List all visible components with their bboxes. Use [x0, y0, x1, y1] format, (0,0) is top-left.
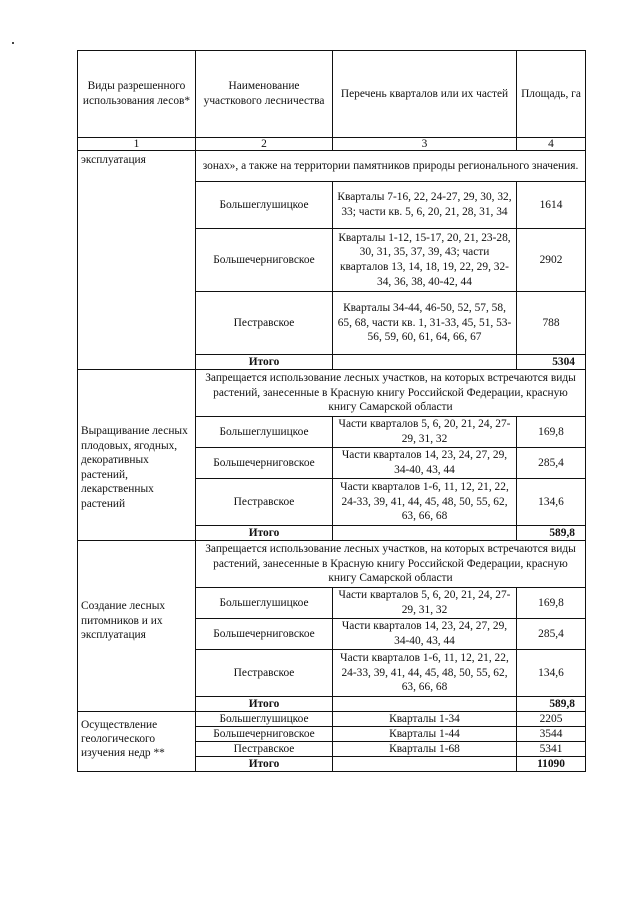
total-value: 11090 — [517, 757, 586, 772]
forestry-name: Пестравское — [196, 650, 333, 697]
column-number-row — [78, 138, 586, 151]
scan-speck — [12, 42, 14, 44]
column-number: 3 — [333, 138, 517, 151]
forestry-name: Большечерниговское — [196, 448, 333, 479]
quarters-list: Части кварталов 14, 23, 24, 27, 29, 34-40, 43, 44 — [333, 619, 517, 650]
header-use-type: Виды разрешенного использования лесов* — [78, 51, 196, 138]
forestry-name: Большеглушицкое — [196, 417, 333, 448]
quarters-list: Кварталы 1-34 — [333, 712, 517, 727]
quarters-list: Кварталы 34-44, 46-50, 52, 57, 58, 65, 68, части кв. 1, 31-33, 45, 51, 53-56, 59, 60, 61, 64, 66, 67 — [333, 292, 517, 355]
total-value: 589,8 — [517, 697, 586, 712]
forestry-name: Пестравское — [196, 479, 333, 526]
quarters-list: Части кварталов 1-6, 11, 12, 21, 22, 24-33, 39, 41, 44, 45, 48, 50, 55, 62, 63, 66, 68 — [333, 479, 517, 526]
forestry-name: Пестравское — [196, 292, 333, 355]
area-value: 134,6 — [517, 650, 586, 697]
area-value: 3544 — [517, 727, 586, 742]
quarters-list: Кварталы 1-12, 15-17, 20, 21, 23-28, 30, 31, 35, 37, 39, 43; части кварталов 13, 14, 18, 19, 22, 29, 32-34, 36, 38, 40-42, 44 — [333, 229, 517, 292]
table-row — [78, 541, 586, 588]
use-type-cell: эксплуатация — [78, 151, 196, 370]
restriction-note: зонах», а также на территории памятников природы регионального значения. — [196, 151, 586, 182]
header-area: Площадь, га — [517, 51, 586, 138]
header-row — [78, 51, 586, 138]
quarters-list: Кварталы 1-44 — [333, 727, 517, 742]
forest-use-table — [77, 50, 586, 772]
forestry-name: Большеглушицкое — [196, 712, 333, 727]
area-value: 2902 — [517, 229, 586, 292]
forestry-name: Большечерниговское — [196, 619, 333, 650]
quarters-list: Кварталы 7-16, 22, 24-27, 29, 30, 32, 33; части кв. 5, 6, 20, 21, 28, 31, 34 — [333, 182, 517, 229]
area-value: 2205 — [517, 712, 586, 727]
empty-cell — [333, 355, 517, 370]
use-type-cell: Выращивание лесных плодовых, ягодных, декоративных растений, лекарственных растений — [78, 370, 196, 541]
empty-cell — [333, 526, 517, 541]
total-label: Итого — [196, 757, 333, 772]
total-label: Итого — [196, 526, 333, 541]
forestry-name: Большеглушицкое — [196, 588, 333, 619]
table-row — [78, 712, 586, 727]
quarters-list: Части кварталов 1-6, 11, 12, 21, 22, 24-33, 39, 41, 44, 45, 48, 50, 55, 62, 63, 66, 68 — [333, 650, 517, 697]
area-value: 285,4 — [517, 448, 586, 479]
total-value: 5304 — [517, 355, 586, 370]
header-quarters: Перечень кварталов или их частей — [333, 51, 517, 138]
area-value: 169,8 — [517, 588, 586, 619]
quarters-list: Части кварталов 14, 23, 24, 27, 29, 34-40, 43, 44 — [333, 448, 517, 479]
column-number: 4 — [517, 138, 586, 151]
header-forestry: Наименование участкового лесничества — [196, 51, 333, 138]
area-value: 134,6 — [517, 479, 586, 526]
area-value: 5341 — [517, 742, 586, 757]
restriction-note: Запрещается использование лесных участков, на которых встречаются виды растений, занесенные в Красную книгу Российской Федерации, красную книгу Самарской области — [196, 370, 586, 417]
restriction-note: Запрещается использование лесных участков, на которых встречаются виды растений, занесенные в Красную книгу Российской Федерации, красную книгу Самарской области — [196, 541, 586, 588]
area-value: 788 — [517, 292, 586, 355]
area-value: 1614 — [517, 182, 586, 229]
empty-cell — [333, 757, 517, 772]
quarters-list: Кварталы 1-68 — [333, 742, 517, 757]
total-label: Итого — [196, 697, 333, 712]
column-number: 1 — [78, 138, 196, 151]
column-number: 2 — [196, 138, 333, 151]
table-row — [78, 370, 586, 417]
forestry-name: Большечерниговское — [196, 727, 333, 742]
use-type-cell: Создание лесных питомников и их эксплуатация — [78, 541, 196, 712]
total-value: 589,8 — [517, 526, 586, 541]
forestry-name: Большеглушицкое — [196, 182, 333, 229]
forestry-name: Пестравское — [196, 742, 333, 757]
quarters-list: Части кварталов 5, 6, 20, 21, 24, 27-29, 31, 32 — [333, 417, 517, 448]
area-value: 169,8 — [517, 417, 586, 448]
total-label: Итого — [196, 355, 333, 370]
table-row — [78, 151, 586, 182]
quarters-list: Части кварталов 5, 6, 20, 21, 24, 27-29, 31, 32 — [333, 588, 517, 619]
area-value: 285,4 — [517, 619, 586, 650]
empty-cell — [333, 697, 517, 712]
forestry-name: Большечерниговское — [196, 229, 333, 292]
use-type-cell: Осуществление геологического изучения недр ** — [78, 712, 196, 772]
